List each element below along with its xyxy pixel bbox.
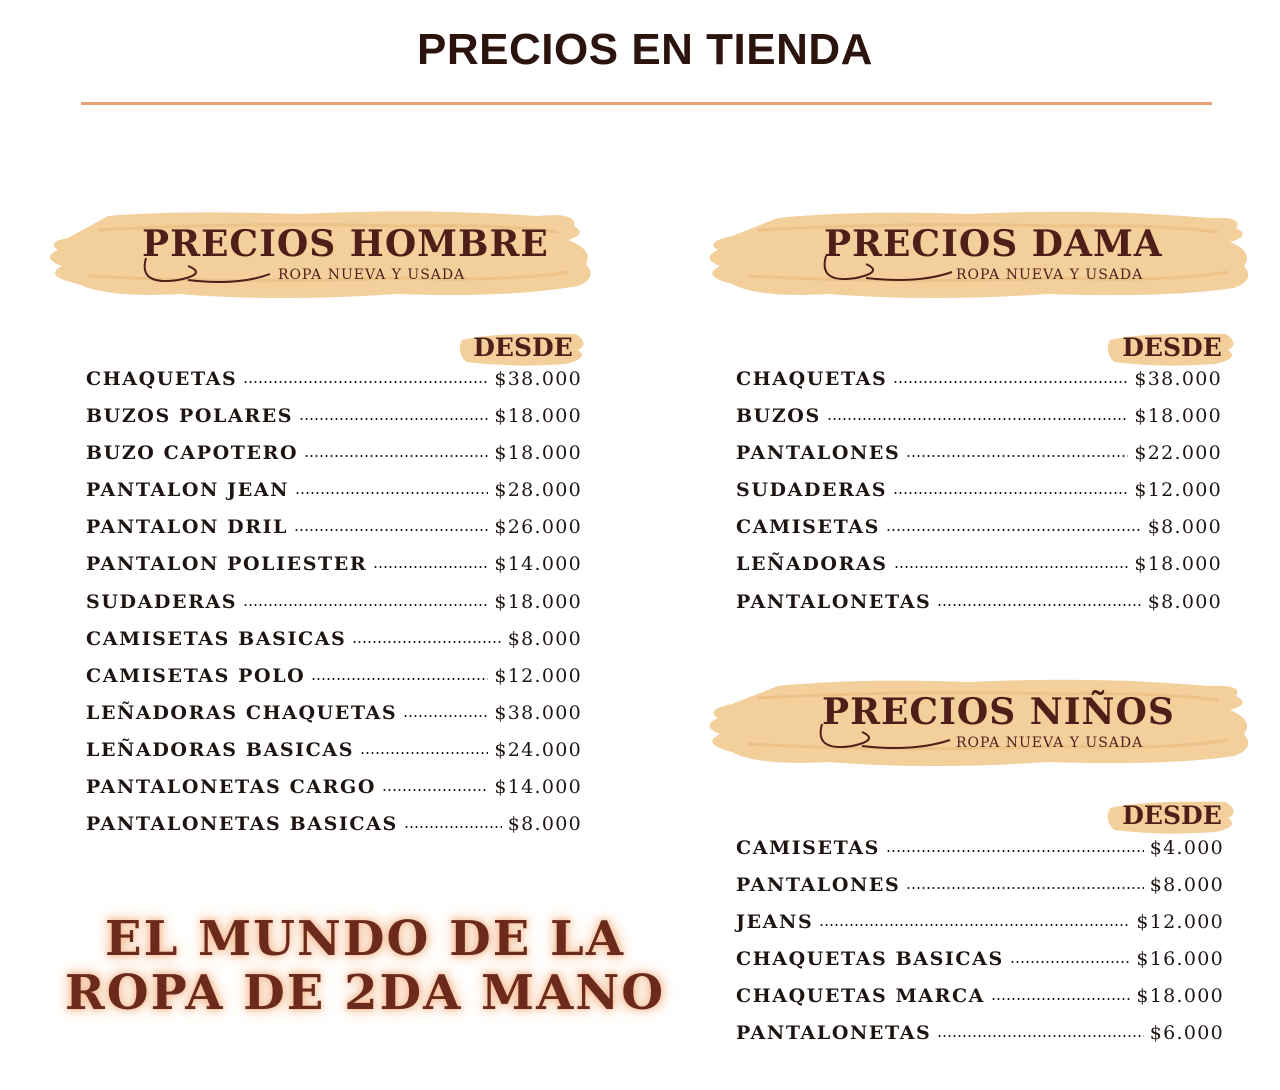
slogan [60,912,670,1020]
item-label: CAMISETAS BASICAS [86,627,347,650]
dot-leader [886,849,1144,853]
list-item [736,553,1222,590]
dot-leader [243,603,488,607]
desde-text: DESDE [473,333,573,362]
item-price: $38.000 [494,368,582,390]
dot-leader [382,788,488,792]
item-price: $8.000 [507,813,582,836]
item-label: LEÑADORAS CHAQUETAS [86,701,398,724]
item-price: $8.000 [1149,874,1224,897]
item-price: $12.000 [494,664,582,687]
item-label: CHAQUETAS BASICAS [736,948,1004,971]
list-item [86,516,582,553]
dot-leader [886,528,1142,532]
dot-leader [373,565,488,569]
desde-label-dama [1104,330,1240,366]
item-price: $14.000 [494,553,582,576]
page-title: PRECIOS EN TIENDA [417,25,873,74]
item-price: $18.000 [1136,985,1224,1008]
banner-title: PRECIOS NIÑOS [822,691,1175,733]
list-item [736,948,1224,985]
dot-leader [304,454,488,458]
item-price: $38.000 [1134,368,1222,390]
banner-ninos [698,674,1254,770]
list-item [736,911,1224,948]
item-label: JEANS [736,911,814,934]
desde-label-ninos [1104,798,1240,834]
dot-leader [906,454,1128,458]
dot-leader [991,997,1130,1001]
item-price: $8.000 [1147,590,1222,613]
item-label: CHAQUETAS MARCA [736,985,986,1008]
desde-text: DESDE [1122,333,1222,362]
item-label: CHAQUETAS [736,368,888,390]
item-price: $38.000 [494,701,582,724]
list-item [736,368,1222,405]
item-price: $4.000 [1149,837,1224,859]
dot-leader [243,380,488,384]
dot-leader [894,565,1129,569]
list-item [86,479,582,516]
item-price: $8.000 [507,627,582,650]
dot-leader [404,825,502,829]
list-item [736,479,1222,516]
item-label: PANTALONES [736,874,901,897]
item-label: SUDADERAS [736,479,888,502]
item-price: $26.000 [494,516,582,539]
item-label: BUZOS POLARES [86,405,294,428]
list-item [736,591,1222,628]
item-label: CAMISETAS [736,837,880,859]
item-price: $24.000 [494,738,582,761]
list-item [86,739,582,776]
list-item [86,405,582,442]
item-price: $18.000 [494,405,582,428]
item-label: CAMISETAS POLO [86,664,306,687]
item-label: PANTALONETAS [736,1022,932,1045]
slogan-line-1: EL MUNDO DE LA [105,911,625,967]
banner-hombre [38,206,596,302]
dot-leader [937,603,1141,607]
desde-label-hombre [456,330,590,366]
dot-leader [937,1034,1143,1038]
dot-leader [299,417,488,421]
item-price: $12.000 [1136,911,1224,934]
list-item [86,702,582,739]
item-label: PANTALON JEAN [86,479,290,502]
item-price: $18.000 [494,590,582,613]
list-item [736,837,1224,874]
list-item [86,628,582,665]
dot-leader [352,640,501,644]
list-item [736,985,1224,1022]
item-label: PANTALONES [736,442,901,465]
item-label: PANTALONETAS BASICAS [86,813,398,836]
desde-text: DESDE [1122,801,1222,830]
banner-subtitle: ROPA NUEVA Y USADA [956,735,1144,751]
item-label: LEÑADORAS BASICAS [86,738,355,761]
item-label: SUDADERAS [86,590,238,613]
dot-leader [360,751,488,755]
item-price: $18.000 [494,442,582,465]
item-label: CAMISETAS [736,516,880,539]
item-price: $18.000 [1134,553,1222,576]
banner-title: PRECIOS DAMA [824,223,1163,265]
price-list-ninos [736,837,1224,1060]
banner-subtitle: ROPA NUEVA Y USADA [278,267,466,283]
item-label: CHAQUETAS [86,368,238,390]
dot-leader [1010,960,1131,964]
dot-leader [294,528,488,532]
item-label: PANTALONETAS CARGO [86,776,377,799]
title-divider [81,102,1212,105]
item-price: $8.000 [1147,516,1222,539]
slogan-line-2: ROPA DE 2DA MANO [64,965,666,1021]
item-label: PANTALON DRIL [86,516,289,539]
dot-leader [295,491,488,495]
dot-leader [827,417,1129,421]
list-item [736,516,1222,553]
dot-leader [403,714,488,718]
dot-leader [311,677,488,681]
item-price: $14.000 [494,776,582,799]
dot-leader [906,886,1143,890]
list-item [86,591,582,628]
item-price: $18.000 [1134,405,1222,428]
list-item [86,368,582,405]
banner-title: PRECIOS HOMBRE [142,223,549,265]
price-list-hombre [86,368,582,850]
item-price: $6.000 [1149,1022,1224,1045]
dot-leader [893,491,1128,495]
item-price: $22.000 [1134,442,1222,465]
dot-leader [819,923,1130,927]
item-price: $12.000 [1134,479,1222,502]
list-item [736,1022,1224,1059]
list-item [86,553,582,590]
dot-leader [893,380,1128,384]
list-item [86,442,582,479]
price-list-dama [736,368,1222,628]
item-label: PANTALONETAS [736,590,932,613]
banner-subtitle: ROPA NUEVA Y USADA [956,267,1144,283]
item-price: $16.000 [1136,948,1224,971]
item-label: BUZOS [736,405,821,428]
item-label: BUZO CAPOTERO [86,442,299,465]
list-item [736,405,1222,442]
item-price: $28.000 [494,479,582,502]
item-label: LEÑADORAS [736,553,888,576]
list-item [86,776,582,813]
banner-dama [698,206,1254,302]
list-item [736,874,1224,911]
list-item [86,813,582,850]
list-item [736,442,1222,479]
list-item [86,665,582,702]
item-label: PANTALON POLIESTER [86,553,368,576]
